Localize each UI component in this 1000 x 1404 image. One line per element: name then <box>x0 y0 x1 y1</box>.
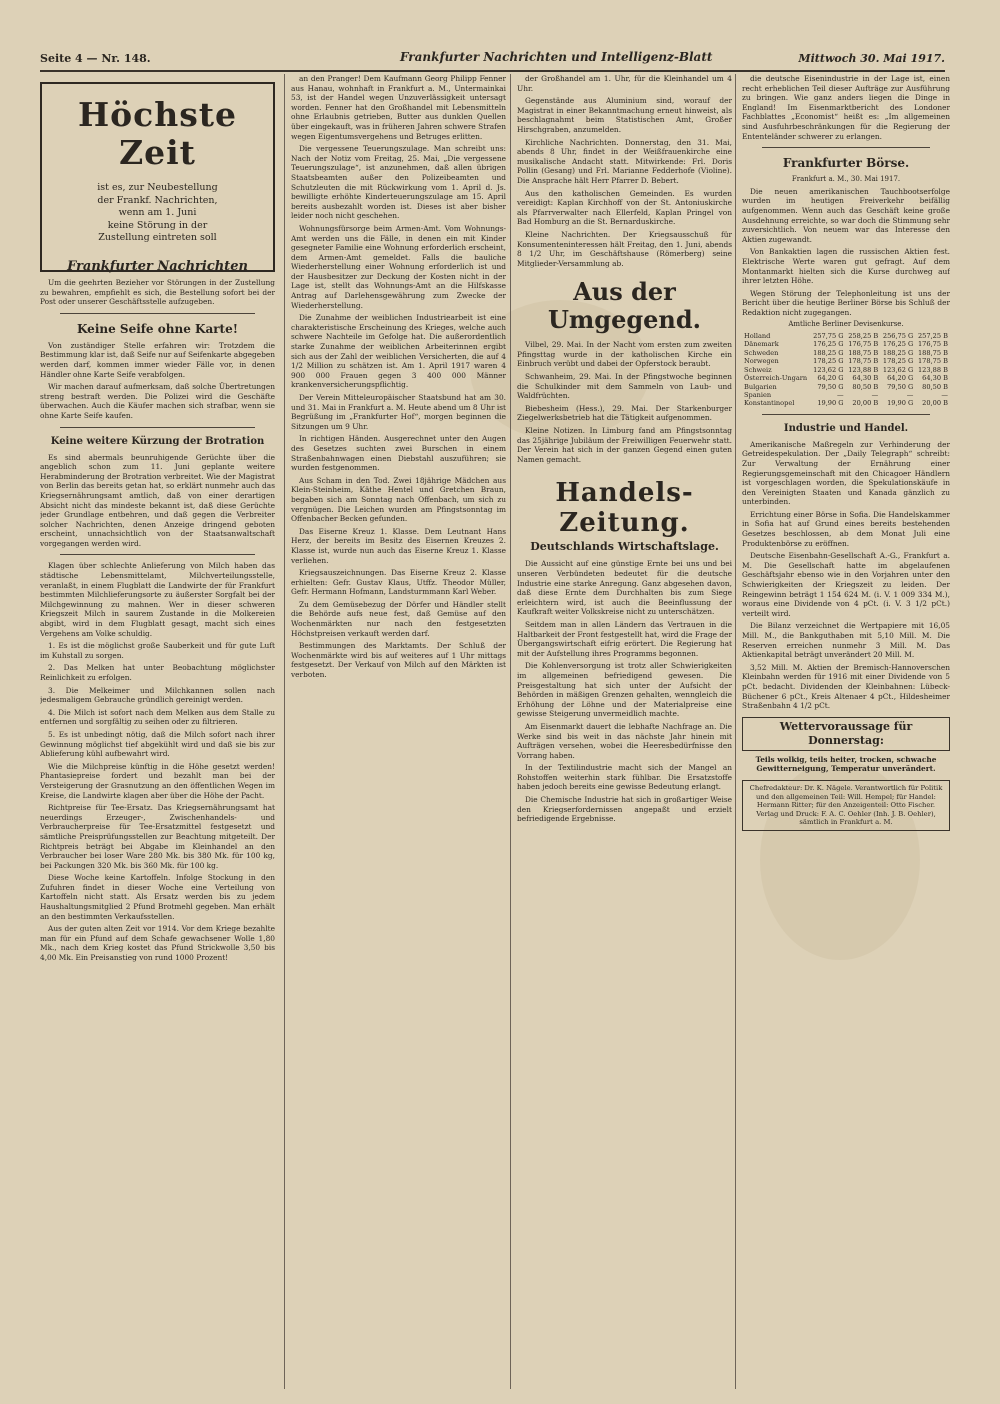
ad-body <box>83 182 233 245</box>
rate-cell: 80,50 B <box>852 382 879 391</box>
section-heading-umgegend: Aus der Umgegend. <box>547 277 701 335</box>
ad-line: der Frankf. Nachrichten, <box>97 194 218 206</box>
section-subheading: Deutschlands Wirtschaftslage. <box>530 540 719 554</box>
article-paragraph: Diese Woche keine Kartoffeln. Infolge Stockung in den Zufuhren findet in dieser Woche eine Verteilung von Kartoffeln nicht statt. Als Ersatz werden bis zu jedem Haushaltungsmitglied 2 Pfund Brotmehl gegeben. Man erhält an den bestimmten Verkaufsstellen. <box>40 873 275 921</box>
article-paragraph: Die Chemische Industrie hat sich in großartiger Weise den Kriegserfordernissen angepaßt und erzielt befriedigende Ergebnisse. <box>517 795 732 824</box>
rate-cell: 64,20 G <box>887 374 914 383</box>
divider <box>762 414 930 415</box>
article-paragraph: Der Verein Mitteleuropäischer Staatsbund hat am 30. und 31. Mai in Frankfurt a. M. Heute abend um 8 Uhr ist Begrüßung im „Frankfurter Hof“, morgen beginnen die Sitzungen um 9 Uhr. <box>291 393 506 431</box>
divider <box>60 313 255 314</box>
devisen-row <box>742 399 950 407</box>
article-paragraph: Kleine Nachrichten. Der Kriegsausschuß für Konsumenteninteressen hält Freitag, den 1. Juni, abends 8 1/2 Uhr, im Geschäftshause (Römerberg) seine Mitglieder-Versammlung ab. <box>517 229 732 268</box>
article-paragraph: Aus der guten alten Zeit vor 1914. Vor dem Kriege bezahlte man für ein Pfund auf dem Schafe gewachsener Wolle 1,80 Mk., nach dem Krieg kostet das Pfund Strickwolle 3,50 bis 4,00 Mk. Ein Preisanstieg von rund 1000 Prozent! <box>40 924 275 963</box>
currency-name: Holland <box>744 332 771 341</box>
boerse-date: Frankfurt a. M., 30. Mai 1917. <box>791 175 901 184</box>
rate-cell: 79,50 G <box>817 382 844 391</box>
rate-cell: 257,75 G <box>813 332 844 341</box>
column-4 <box>735 74 950 1389</box>
article-paragraph: Vilbel, 29. Mai. In der Nacht vom ersten zum zweiten Pfingsttag wurde in der katholischen Kirche ein Einbruch verübt und dabei der Opferstock beraubt. <box>517 340 732 369</box>
article-paragraph: 1. Es ist die möglichst große Sauberkeit und für gute Luft im Kuhstall zu sorgen. <box>40 641 275 660</box>
article-heading: Keine Seife ohne Karte! <box>77 321 238 336</box>
industrie-heading: Industrie und Handel. <box>783 422 909 434</box>
article-paragraph: Kirchliche Nachrichten. Donnerstag, den 31. Mai, abends 8 Uhr, findet in der Weißfrauenkirche eine musikalische Andacht statt. Mitwirkende: Frl. Doris Pollin (Gesang) und Frl. Marianne Fedderhofe (Violine). Die Ansprache hält Herr Pfarrer D. Bebert. <box>517 137 732 185</box>
article-paragraph: die deutsche Eisenindustrie in der Lage ist, einen recht erheblichen Teil dieser Aufträge zur Ausführung zu bringen. Wie ganz anders liegen die Dinge in England! Im Eisenmarktbericht des Londoner Fachblattes „Economist“ heißt es: „Im allgemeinen sind Ausfuhrbeschränkungen für die Regierung der Ententeländer schwerer zu erlangen. <box>742 74 950 141</box>
rate-cell: 123,62 G <box>813 365 844 374</box>
article-paragraph: Die Zunahme der weiblichen Industriearbeit ist eine charakteristische Erscheinung des Krieges, welche auch schwere Nachteile im Gefolge hat. Die außerordentlich starke Zunahme der weiblichen Arbeiterinnen ergibt sich aus der Zahl der weiblichen Versicherten, die auf 4 1/2 Million zu schätzen ist. Am 1. April 1917 waren 4 900 000 Frauen gegen 3 400 000 Männer krankenversicherungspflichtig. <box>291 313 506 390</box>
article-paragraph: Deutsche Eisenbahn-Gesellschaft A.-G., Frankfurt a. M. Die Gesellschaft hatte im abgelaufenen Geschäftsjahr ebenso wie in den Vorjahren unter den Schwierigkeiten der Kriegszeit zu leiden. Der Reingewinn beträgt 1 154 624 M. (i. V. 1 009 334 M.), woraus eine Dividende von 4 pCt. (i. V. 3 1/2 pCt.) verteilt wird. <box>742 551 950 618</box>
article-paragraph: Biebesheim (Hess.), 29. Mai. Der Starkenburger Ziegelwerksbetrieb hat die Tätigkeit aufgenommen. <box>517 403 732 423</box>
devisen-heading: Amtliche Berliner Devisenkurse. <box>788 320 904 329</box>
currency-name: Österreich-Ungarn <box>744 374 808 383</box>
rate-cell: 176,25 G <box>813 340 844 349</box>
masthead: Frankfurter Nachrichten und Intelligenz-Blatt <box>400 50 713 64</box>
devisen-row <box>742 340 950 348</box>
rate-cell: 20,00 B <box>922 399 948 408</box>
article-paragraph: 5. Es ist unbedingt nötig, daß die Milch sofort nach ihrer Gewinnung möglichst tief abgekühlt wird und daß sie bis zur Ablieferung kühl aufbewahrt wird. <box>40 729 275 759</box>
column-3 <box>510 74 732 1389</box>
subscription-ad-box <box>40 82 275 272</box>
article-paragraph: an den Pranger! Dem Kaufmann Georg Philipp Fenner aus Hanau, wohnhaft in Frankfurt a. M., Untermainkai 53, ist der Handel wegen Unzuverlässigkeit untersagt worden. Fenner hat den Großhandel mit Lebensmitteln ohne Erlaubnis getrieben, Butter aus dunklen Quellen über eingekauft, was in früheren Jahren schwere Strafen wegen Eigentumsvergehens und Betruges erlitten. <box>291 74 506 141</box>
currency-name: Konstantinopel <box>744 399 795 408</box>
rate-cell: 176,75 B <box>848 340 879 349</box>
article-paragraph: Am Eisenmarkt dauert die lebhafte Nachfrage an. Die Werke sind bis weit in das nächste Jahr hinein mit Aufträgen versehen, wobei die Heeresbedürfnisse den Vorrang haben. <box>517 721 732 760</box>
rate-cell: — <box>871 390 879 399</box>
article-paragraph: Wie die Milchpreise künftig in die Höhe gesetzt werden! Phantasiepreise fordert und bezahlt man bei der Versteigerung der Grasnutzung an den öffentlichen Wegen im Kreise, die Landwirte klagen aber über die Höhe der Pacht. <box>40 761 275 800</box>
article-paragraph: Bestimmungen des Marktamts. Der Schluß der Wochenmärkte wird bis auf weiteres auf 1 Uhr mittags festgesetzt. Der Verkauf von Milch auf den Märkten ist verboten. <box>291 641 506 680</box>
ad-line: Zustellung eintreten soll <box>98 232 217 243</box>
article-paragraph: In der Textilindustrie macht sich der Mangel an Rohstoffen weiterhin stark fühlbar. Die Ersatzstoffe haben jedoch bereits eine gewisse Bedeutung erlangt. <box>517 763 732 792</box>
article-paragraph: Schwanheim, 29. Mai. In der Pfingstwoche beginnen die Schulkinder mit dem Sammeln von Laub- und Waldfrüchten. <box>517 372 732 401</box>
article-paragraph: Von zuständiger Stelle erfahren wir: Trotzdem die Bestimmung klar ist, daß Seife nur auf Seifenkarte abgegeben werden darf, kommen immer wieder Fälle vor, in denen Händler ohne Karte Seife verabfolgen. <box>40 340 275 379</box>
rate-cell: 178,25 G <box>882 357 914 366</box>
rate-cell: 256,75 G <box>882 332 914 341</box>
article-paragraph: Wohnungsfürsorge beim Armen-Amt. Vom Wohnungs-Amt werden uns die Fälle, in denen ein mit Kinder gesegneter Familie eine Wohnung erforderlich erscheint, dem Armen-Amt gemeldet. Falls die bauliche Wiederherstellung einer Wohnung erforderlich ist und der Hausbesitzer zur Deckung der Kosten nicht in der Lage ist, stellt das Wohnungs-Amt an die Hilfskasse Antrag auf Darlehensgewährung zum Zwecke der Wiederherstellung. <box>291 223 506 310</box>
column-1 <box>40 74 275 1389</box>
rate-cell: 19,90 G <box>817 399 844 408</box>
article-paragraph: 3,52 Mill. M. Aktien der Bremisch-Hannoverschen Kleinbahn werden für 1916 mit einer Dividende von 5 pCt. bedacht. Dividenden der Kleinbahnen: Lübeck-Büchener 6 pCt., Kreis Altenaer 4 pCt., Hildesheimer Straßenbahn 4 1/2 pCt. <box>742 662 950 711</box>
currency-name: Spanien <box>744 390 772 399</box>
rate-cell: 80,50 B <box>922 382 948 391</box>
boerse-heading: Frankfurter Börse. <box>782 156 910 171</box>
devisen-row <box>742 349 950 357</box>
article-paragraph: Die Aussicht auf eine günstige Ernte bei uns und bei unseren Verbündeten bedeutet für die deutsche Industrie eine starke Anregung. Ganz abgesehen davon, daß diese Ernte dem Durchhalten bis zum Siege erleichtern wird, ist auch die Beeinflussung der Kaufkraft weiter Volkskreise nicht zu unterschätzen. <box>517 559 732 617</box>
rate-cell: 176,25 G <box>882 340 914 349</box>
ad-title: Höchste Zeit <box>77 95 238 172</box>
currency-name: Bulgarien <box>744 382 777 391</box>
article-paragraph: Aus den katholischen Gemeinden. Es wurden vereidigt: Kaplan Kirchhoff von der St. Antoniuskirche als Pfarrverwalter nach Ellerfeld, Kaplan Pringel von Bad Homburg an die St. Bernarduskirche. <box>517 188 732 227</box>
rate-cell: 178,75 B <box>848 357 879 366</box>
column-2 <box>284 74 506 1389</box>
article-paragraph: Die Kohlenversorgung ist trotz aller Schwierigkeiten im allgemeinen befriedigend gewesen. Die Preisgestaltung hat sich unter der Aufsicht der Behörden in mäßigen Grenzen gehalten, wenngleich die Erhöhung der Löhne und der Materialpreise eine gewisse Steigerung unvermeidlich machte. <box>517 661 732 719</box>
article-paragraph: Wir machen darauf aufmerksam, daß solche Übertretungen streng bestraft werden. Die Polizei wird die Geschäfte überwachen. Auch die Käufer machen sich strafbar, wenn sie ohne Karte Seife kaufen. <box>40 382 275 420</box>
rate-cell: — <box>941 390 948 399</box>
rate-cell: 188,25 G <box>882 348 914 357</box>
divider <box>60 554 255 555</box>
devisen-row <box>742 383 950 391</box>
devisen-row <box>742 366 950 374</box>
article-paragraph: Das Eiserne Kreuz 1. Klasse. Dem Leutnant Hans Herz, der bereits im Besitz des Eisernen Kreuzes 2. Klasse ist, wurde nun auch das Eiserne Kreuz 1. Klasse verliehen. <box>291 526 506 565</box>
issue-date: Mittwoch 30. Mai 1917. <box>798 52 945 65</box>
currency-name: Dänemark <box>744 340 779 349</box>
article-paragraph: Um die geehrten Bezieher vor Störungen in der Zustellung zu bewahren, empfiehlt es sich, die Bestellung sofort bei der Post oder unserer Geschäftsstelle aufzugeben. <box>40 278 275 307</box>
telephone-note: Wegen Störung der Telephonleitung ist uns der Bericht über die heutige Berliner Börse bis Schluß der Redaktion nicht zugegangen. <box>742 288 950 317</box>
rate-cell: 19,90 G <box>887 399 914 408</box>
article-paragraph: Zu dem Gemüsebezug der Dörfer und Händler stellt die Behörde aufs neue fest, daß Gemüse auf den Wochenmärkten nur nach den festgesetzten Höchstpreisen verkauft werden darf. <box>291 599 506 638</box>
weather-heading: Wettervoraussage für Donnerstag: <box>742 717 950 751</box>
rate-cell: 188,25 G <box>813 348 844 357</box>
rate-cell: 176,75 B <box>917 340 948 349</box>
divider <box>60 427 255 428</box>
article-paragraph: Kriegsauszeichnungen. Das Eiserne Kreuz 2. Klasse erhielten: Gefr. Gustav Klaus, Utffz. Theodor Müller, Gefr. Hermann Hofmann, Landsturmmann Karl Weber. <box>291 568 506 597</box>
rate-cell: 257,25 B <box>917 332 948 341</box>
article-paragraph: der Großhandel am 1. Uhr, für die Kleinhandel um 4 Uhr. <box>517 74 732 93</box>
article-paragraph: Von Bankaktien lagen die russischen Aktien fest. Elektrische Werte waren gut gefragt. Auf dem Montanmarkt hielten sich die Kurse durchweg auf ihrer letzten Höhe. <box>742 247 950 286</box>
article-paragraph: Aus Scham in den Tod. Zwei 18jährige Mädchen aus Klein-Steinheim, Käthe Hentel und Gretchen Braun, begaben sich am Sonntag nach Offenbach, um sich zu vergnügen. Die Leichen wurden am Pfingstsonntag im Offenbacher Becken gefunden. <box>291 475 506 524</box>
article-paragraph: Gegenstände aus Aluminium sind, worauf der Magistrat in einer Bekanntmachung erneut hinweist, als beschlagnahmt beim Statistischen Amt, Großer Hirschgraben, anzumelden. <box>517 96 732 134</box>
devisen-row <box>742 374 950 382</box>
article-paragraph: Die Bilanz verzeichnet die Wertpapiere mit 16,05 Mill. M., die Bankguthaben mit 5,10 Mill. M. Die Reserven erreichen nunmehr 3 Mill. M. Das Aktienkapital beträgt unverändert 20 Mill. M. <box>742 621 950 660</box>
article-paragraph: Die vergessene Teuerungszulage. Man schreibt uns: Nach der Notiz vom Freitag, 25. Mai, „Die vergessene Teuerungszulage“, ist anzunehmen, daß allen übrigen Staatsbeamten außer den Polizeibeamten und Schutzleuten die mit Rückwirkung vom 1. April d. Js. bewilligte erhöhte Kinderteuerungszulage am 15. April bereits ausbezahlt worden ist. Dieses ist aber bisher leider noch nicht geschehen. <box>291 144 506 221</box>
devisen-row <box>742 332 950 340</box>
rate-cell: 123,88 B <box>917 365 948 374</box>
section-heading-handels: Handels-Zeitung. <box>555 478 694 539</box>
rate-cell: 178,25 G <box>813 357 844 366</box>
ad-line: ist es, zur Neubestellung <box>97 182 218 193</box>
divider <box>762 147 930 148</box>
rate-cell: 123,88 B <box>848 365 879 374</box>
article-paragraph: Kleine Notizen. In Limburg fand am Pfingstsonntag das 25jährige Jubiläum der Freiwilligen Feuerwehr statt. Der Verein hat sich in der ganzen Gegend einen guten Namen gemacht. <box>517 426 732 464</box>
rate-cell: 188,75 B <box>848 348 879 357</box>
ad-line: keine Störung in der <box>107 219 208 231</box>
rate-cell: 79,50 G <box>887 382 914 391</box>
rate-cell: 64,20 G <box>817 374 844 383</box>
rate-cell: — <box>906 390 914 399</box>
weather-forecast: Teils wolkig, teils heiter, trocken, schwache Gewitterneigung, Temperatur unverändert. <box>755 754 937 774</box>
rate-cell: 64,30 B <box>852 374 879 383</box>
article-paragraph: In richtigen Händen. Ausgerechnet unter den Augen des Gesetzes suchten zwei Burschen in einem Straßenbahnwagen einen Diebstahl auszuführen; sie wurden festgenommen. <box>291 434 506 473</box>
rate-cell: 188,75 B <box>917 348 948 357</box>
currency-name: Norwegen <box>744 357 779 366</box>
devisen-row <box>742 391 950 399</box>
currency-name: Schweden <box>744 348 779 357</box>
currency-name: Schweiz <box>744 365 772 374</box>
article-paragraph: Amerikanische Maßregeln zur Verhinderung der Getreidespekulation. Der „Daily Telegraph“ schreibt: Zur Verwaltung der Ernährung einer Regierungsgemeinschaft mit den Chicagoer Händlern ist vorgeschlagen worden, die Spekulationskäufe in den Vereinigten Staaten und Kanada gänzlich zu unterbinden. <box>742 439 950 507</box>
devisen-table <box>742 332 950 408</box>
rate-cell: 178,75 B <box>917 357 948 366</box>
page-number: Seite 4 — Nr. 148. <box>40 52 151 65</box>
devisen-row <box>742 357 950 365</box>
article-paragraph: Die neuen amerikanischen Tauchbootserfolge wurden im heutigen Freiverkehr beifällig aufgenommen. Wenn auch das Geschäft keine große Ausdehnung erreichte, so war doch die Stimmung sehr zuversichtlich. Von neuem war das Interesse den Aktien zugewandt. <box>742 186 950 244</box>
rate-cell: 64,30 B <box>922 374 948 383</box>
rate-cell: 258,25 B <box>848 332 879 341</box>
imprint: Chefredakteur: Dr. K. Nägele. Verantwortlich für Politik und den allgemeinen Teil: Will. Hempel; für Handel: Hermann Ritter; für den Anzeigenteil: Otto Fischer. Verlag und Druck: F. A. C. Oehler (Inh. J. B. Oehler), sämtlich in Frankfurt a. M. <box>742 780 950 831</box>
article-heading: Keine weitere Kürzung der Brotration <box>50 435 265 447</box>
article-paragraph: Seitdem man in allen Ländern das Vertrauen in die Haltbarkeit der Front festgestellt hat, wird die Frage der Übergangswirtschaft eifrig erörtert. Die Regierung hat mit der Aufstellung ihres Programms begonnen. <box>517 619 732 658</box>
article-paragraph: Errichtung einer Börse in Sofia. Die Handelskammer in Sofia hat auf Grund eines bereits bestehenden Gesetzes beschlossen, ab dem Monat Juli eine Produktenbörse zu eröffnen. <box>742 509 950 548</box>
rate-cell: 123,62 G <box>882 365 914 374</box>
rate-cell: — <box>836 390 844 399</box>
article-paragraph: 3. Die Melkeimer und Milchkannen sollen nach jedesmaligem Gebrauche gründlich gereinigt werden. <box>40 685 275 705</box>
rate-cell: 20,00 B <box>852 399 879 408</box>
article-paragraph: Es sind abermals beunruhigende Gerüchte über die angeblich schon zum 11. Juni geplante weitere Herabminderung der Brotration verbreitet. Wie der Magistrat von Berlin das bereits getan hat, so erklärt nunmehr auch das Kriegsernährungsamt amtlich, daß von einer derartigen Absicht nicht das mindeste bekannt ist, daß diese Gerüchte jeder Grundlage entbehren, und daß gegen die Verbreiter solcher Nachrichten, denen Anzeige dringend geboten erscheint, unnachsichtlich von der Staatsanwaltschaft vorgegangen werden wird. <box>40 452 275 548</box>
article-paragraph: 2. Das Melken hat unter Beobachtung möglichster Reinlichkeit zu erfolgen. <box>40 663 275 682</box>
article-paragraph: Klagen über schlechte Anlieferung von Milch haben das städtische Lebensmittelamt, Milchverteilungsstelle, veranlaßt, in einem Flugblatt die Landwirte der für Frankfurt bestimmten Milchlieferungsorte zu äußerster Sorgfalt bei der Milchgewinnung zu mahnen. Wer in dieser schweren Kriegszeit Milch in saurem Zustande in die Molkereien abgibt, wird in dem Flugblatt gesagt, macht sich eines Vergehens am Volke schuldig. <box>40 561 275 638</box>
page-header <box>40 48 945 72</box>
article-paragraph: 4. Die Milch ist sofort nach dem Melken aus dem Stalle zu entfernen und sorgfältig zu seihen oder zu filtrieren. <box>40 707 275 727</box>
ad-brand: Frankfurter Nachrichten <box>67 258 248 274</box>
article-paragraph: Richtpreise für Tee-Ersatz. Das Kriegsernährungsamt hat neuerdings Erzeuger-, Zwischenhandels- und Verbraucherpreise für Tee-Ersatzmittel festgesetzt und sämtliche Preisprüfungsstellen zur Beachtung mitgeteilt. Der Richtpreis beträgt bei Abgabe im Kleinhandel an den Verbraucher bei loser Ware 280 Mk. bis 380 Mk. für 100 kg, bei Packungen 320 Mk. bis 360 Mk. für 100 kg. <box>40 803 275 870</box>
ad-line: wenn am 1. Juni <box>118 207 197 218</box>
